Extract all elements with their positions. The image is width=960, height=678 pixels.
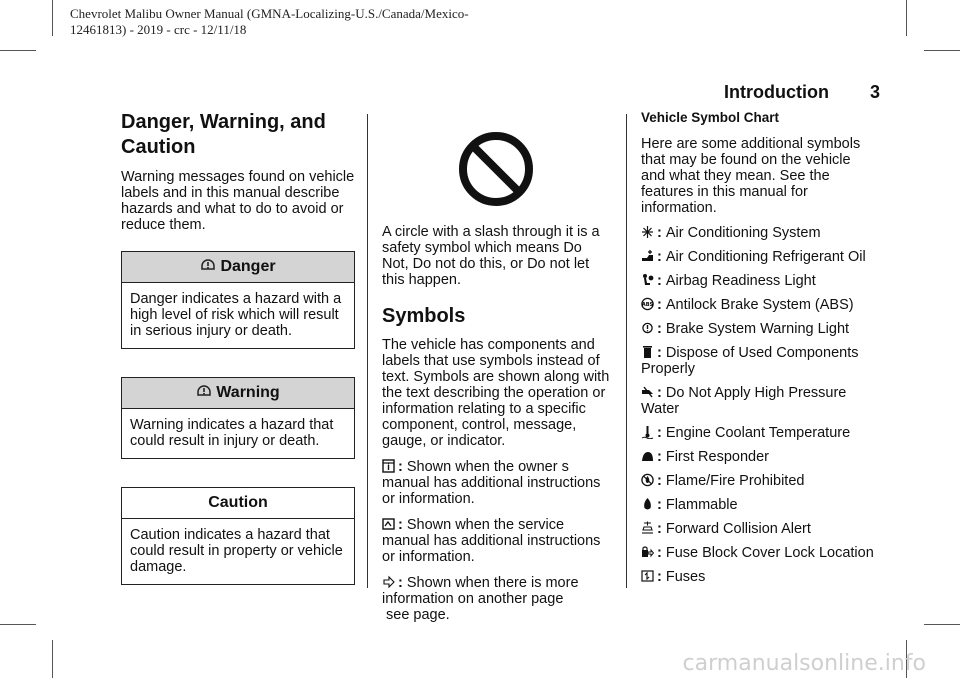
print-metadata-line2: 12461813) - 2019 - crc - 12/11/18 xyxy=(70,22,247,37)
owner-manual-icon xyxy=(382,459,395,473)
column-divider xyxy=(626,114,627,588)
list-item-text: Shown when the service manual has additional instructions or information. xyxy=(382,517,601,565)
list-item xyxy=(641,569,877,585)
list-item xyxy=(641,521,877,537)
column-1 xyxy=(121,110,355,613)
colon: : xyxy=(657,273,662,289)
colon: : xyxy=(657,569,662,585)
colon: : xyxy=(657,497,662,513)
colon: : xyxy=(398,459,403,475)
column-3 xyxy=(641,110,877,593)
warning-label: Warning xyxy=(216,384,280,401)
colon: : xyxy=(657,249,662,265)
column-divider xyxy=(367,114,368,588)
colon: : xyxy=(657,225,662,241)
list-item-text: Brake System Warning Light xyxy=(665,321,850,337)
flame-prohibited-icon xyxy=(641,473,654,487)
list-item xyxy=(382,575,610,623)
list-item-text: Fuses xyxy=(665,569,706,585)
watermark: carmanualsonline.info xyxy=(682,651,926,676)
colon: : xyxy=(398,575,403,591)
colon: : xyxy=(657,473,662,489)
running-head xyxy=(724,82,880,103)
first-responder-icon xyxy=(641,449,654,463)
danger-box xyxy=(121,251,355,349)
list-item-text: Engine Coolant Temperature xyxy=(665,425,851,441)
section-name: Introduction xyxy=(724,82,829,102)
coolant-temp-icon xyxy=(641,425,654,439)
list-item-text: Fuse Block Cover Lock Location xyxy=(665,545,874,561)
colon: : xyxy=(657,321,662,337)
colon: : xyxy=(657,385,662,401)
service-manual-icon xyxy=(382,517,395,531)
circle-slash-description: A circle with a slash through it is a safety symbol which means Do Not, Do not do this, or Do not let this happen. xyxy=(382,224,600,288)
danger-label: Danger xyxy=(220,258,276,275)
warning-box xyxy=(121,377,355,459)
crop-mark xyxy=(906,0,907,36)
list-item xyxy=(641,225,877,241)
caution-box-body: Caution indicates a hazard that could result in property or vehicle damage. xyxy=(130,527,343,575)
colon: : xyxy=(657,425,662,441)
forward-collision-icon xyxy=(641,521,654,535)
list-item xyxy=(641,425,877,441)
chart-intro: Here are some additional symbols that may be found on the vehicle and what they mean. See the features in this manual for information. xyxy=(641,136,861,216)
list-item-text: Forward Collision Alert xyxy=(665,521,811,537)
warning-icon xyxy=(200,258,216,274)
list-item xyxy=(641,321,877,337)
crop-mark xyxy=(0,50,36,51)
column-2 xyxy=(382,116,610,633)
abs-icon xyxy=(641,297,654,311)
list-item-text: Do Not Apply High Pressure Water xyxy=(641,385,847,417)
crop-mark xyxy=(924,50,960,51)
ac-refrigerant-oil-icon xyxy=(641,249,654,263)
symbols-heading: Symbols xyxy=(382,305,466,327)
fuses-icon xyxy=(641,569,654,583)
list-item-text: Flammable xyxy=(665,497,738,513)
crop-mark xyxy=(52,640,53,678)
list-item xyxy=(382,517,610,565)
print-metadata xyxy=(70,6,590,38)
warning-box-body: Warning indicates a hazard that could result in injury or death. xyxy=(130,417,334,449)
print-metadata-line1: Chevrolet Malibu Owner Manual (GMNA-Localizing-U.S./Canada/Mexico- xyxy=(70,6,469,21)
colon: : xyxy=(398,517,403,533)
list-item xyxy=(641,385,877,417)
danger-box-body: Danger indicates a hazard with a high level of risk which will result in serious injury or death. xyxy=(130,291,342,339)
colon: : xyxy=(657,545,662,561)
list-item-text: Air Conditioning Refrigerant Oil xyxy=(665,249,866,265)
list-item-text: Antilock Brake System (ABS) xyxy=(665,297,854,313)
list-item xyxy=(641,473,877,489)
list-item xyxy=(641,449,877,465)
svg-text:ABS: ABS xyxy=(641,302,654,308)
warning-box-title xyxy=(122,378,354,409)
caution-label: Caution xyxy=(208,494,268,511)
brake-warning-icon xyxy=(641,321,654,335)
crop-mark xyxy=(924,624,960,625)
list-item-text: Airbag Readiness Light xyxy=(665,273,816,289)
no-pressure-water-icon xyxy=(641,385,654,399)
list-item-text: Shown when the owner s manual has additional instructions or information. xyxy=(382,459,601,507)
vehicle-symbol-chart-heading: Vehicle Symbol Chart xyxy=(641,110,780,125)
section-title: Danger, Warning, and Caution xyxy=(121,111,326,158)
air-conditioning-icon xyxy=(641,225,654,239)
list-item xyxy=(641,497,877,513)
list-item xyxy=(641,345,877,377)
list-item-text: Flame/Fire Prohibited xyxy=(665,473,805,489)
page-number: 3 xyxy=(869,82,880,102)
colon: : xyxy=(657,297,662,313)
colon: : xyxy=(657,345,662,361)
flammable-icon xyxy=(641,497,654,511)
caution-box xyxy=(121,487,355,585)
fuse-block-lock-icon xyxy=(641,545,654,559)
list-item-text: First Responder xyxy=(665,449,769,465)
intro-paragraph: Warning messages found on vehicle labels and in this manual describe hazards and what to do to avoid or reduce them. xyxy=(121,169,355,233)
caution-box-title xyxy=(122,488,354,519)
list-item xyxy=(641,297,877,313)
list-item-text: Dispose of Used Components Properly xyxy=(641,345,859,377)
colon: : xyxy=(657,521,662,537)
list-item xyxy=(641,249,877,265)
list-item xyxy=(641,273,877,289)
crop-mark xyxy=(0,624,36,625)
list-item-text: Shown when there is more information on another page xyxy=(382,575,579,607)
list-item xyxy=(382,459,610,507)
symbols-intro: The vehicle has components and labels that use symbols instead of text. Symbols are shown along with the text describing the operation or information relating to a specific component, control, message, gauge, or indicator. xyxy=(382,337,610,449)
danger-box-title xyxy=(122,252,354,283)
arrow-icon xyxy=(382,575,395,589)
colon: : xyxy=(657,449,662,465)
list-item xyxy=(641,545,877,561)
airbag-icon xyxy=(641,273,654,287)
crop-mark xyxy=(52,0,53,36)
list-item-text: Air Conditioning System xyxy=(665,225,821,241)
list-item-extra: see page. xyxy=(386,607,450,623)
warning-icon xyxy=(196,384,212,400)
no-symbol-icon xyxy=(457,130,535,208)
dispose-icon xyxy=(641,345,654,359)
